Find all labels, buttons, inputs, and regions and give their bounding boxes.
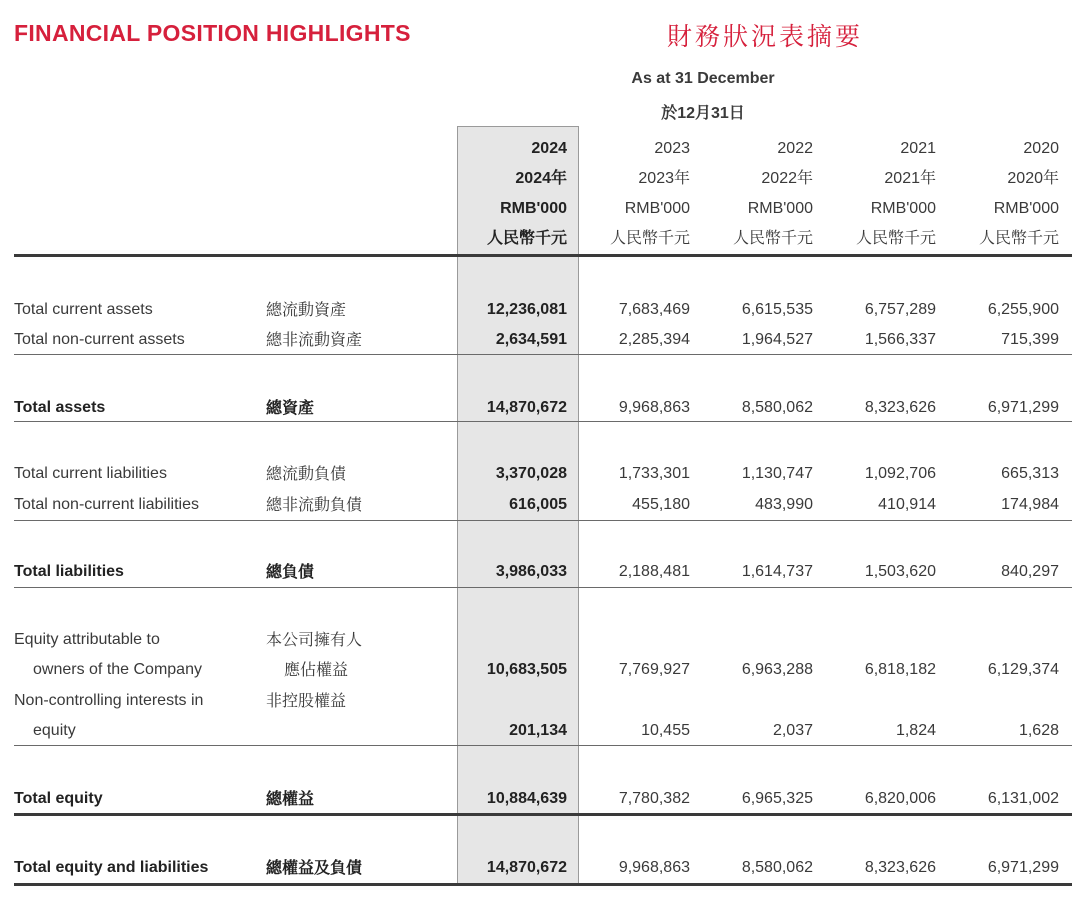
table-cell: 10,455 bbox=[641, 722, 690, 739]
column-header-year-zh: 2020年 bbox=[1007, 170, 1059, 187]
row-label: owners of the Company bbox=[33, 661, 202, 678]
table-cell: 7,683,469 bbox=[618, 301, 690, 318]
table-cell: 9,968,863 bbox=[618, 859, 690, 876]
table-cell: 840,297 bbox=[1001, 563, 1059, 580]
column-header-unit-zh: 人民幣千元 bbox=[732, 230, 813, 247]
table-cell: 12,236,081 bbox=[486, 301, 567, 318]
table-cell: 8,323,626 bbox=[864, 399, 936, 416]
row-label: Total non-current liabilities bbox=[14, 496, 199, 513]
row-label-zh: 應佔權益 bbox=[284, 660, 349, 679]
table-cell: 6,963,288 bbox=[741, 661, 813, 678]
table-cell: 410,914 bbox=[878, 496, 936, 513]
as-at-label: As at 31 December bbox=[631, 70, 775, 87]
column-header-year-zh: 2021年 bbox=[884, 170, 936, 187]
row-label: Equity attributable to bbox=[14, 631, 160, 648]
row-label-zh: 總資產 bbox=[266, 398, 315, 417]
column-header-unit: RMB'000 bbox=[500, 200, 567, 217]
divider bbox=[14, 745, 1072, 746]
table-cell: 2,634,591 bbox=[495, 331, 567, 348]
table-cell: 3,986,033 bbox=[495, 563, 567, 580]
table-cell: 665,313 bbox=[1001, 465, 1059, 482]
column-header-unit-zh: 人民幣千元 bbox=[486, 230, 567, 247]
divider bbox=[14, 883, 1072, 886]
as-at-label-zh: 於12月31日 bbox=[661, 105, 745, 122]
column-header-unit-zh: 人民幣千元 bbox=[609, 230, 690, 247]
row-label: equity bbox=[33, 722, 76, 739]
table-cell: 2,037 bbox=[772, 722, 813, 739]
table-cell: 483,990 bbox=[755, 496, 813, 513]
table-cell: 3,370,028 bbox=[495, 465, 567, 482]
table-cell: 14,870,672 bbox=[486, 399, 567, 416]
row-label-zh: 總非流動資產 bbox=[266, 330, 363, 349]
divider bbox=[14, 520, 1072, 521]
table-cell: 6,820,006 bbox=[864, 790, 936, 807]
table-cell: 2,188,481 bbox=[618, 563, 690, 580]
row-label-zh: 總權益及負債 bbox=[266, 858, 363, 877]
row-label-zh: 總流動負債 bbox=[266, 464, 347, 483]
column-header-unit: RMB'000 bbox=[993, 200, 1059, 217]
divider bbox=[14, 421, 1072, 422]
table-cell: 201,134 bbox=[509, 722, 567, 739]
table-cell: 6,615,535 bbox=[741, 301, 813, 318]
row-label: Total equity and liabilities bbox=[14, 859, 209, 876]
table-cell: 6,129,374 bbox=[987, 661, 1059, 678]
table-cell: 8,580,062 bbox=[741, 859, 813, 876]
column-header-year: 2020 bbox=[1023, 140, 1059, 157]
table-cell: 14,870,672 bbox=[486, 859, 567, 876]
page-title: FINANCIAL POSITION HIGHLIGHTS bbox=[14, 20, 411, 46]
page-title-zh: 財務狀況表摘要 bbox=[667, 22, 864, 51]
divider bbox=[14, 354, 1072, 355]
table-cell: 1,614,737 bbox=[741, 563, 813, 580]
table-cell: 9,968,863 bbox=[618, 399, 690, 416]
table-cell: 8,580,062 bbox=[741, 399, 813, 416]
table-cell: 1,824 bbox=[895, 722, 936, 739]
table-cell: 6,818,182 bbox=[864, 661, 936, 678]
row-label-zh: 總權益 bbox=[266, 789, 315, 808]
table-cell: 6,971,299 bbox=[987, 399, 1059, 416]
row-label-zh: 總負債 bbox=[266, 562, 315, 581]
column-header-unit: RMB'000 bbox=[870, 200, 936, 217]
table-cell: 1,092,706 bbox=[864, 465, 936, 482]
table-cell: 616,005 bbox=[509, 496, 567, 513]
table-cell: 1,628 bbox=[1018, 722, 1059, 739]
divider bbox=[14, 587, 1072, 588]
row-label-zh: 總非流動負債 bbox=[266, 495, 363, 514]
column-header-year-zh: 2024年 bbox=[515, 170, 567, 187]
column-header-year-zh: 2022年 bbox=[761, 170, 813, 187]
row-label-zh: 非控股權益 bbox=[266, 691, 347, 710]
table-cell: 6,965,325 bbox=[741, 790, 813, 807]
column-header-year: 2024 bbox=[531, 140, 567, 157]
table-cell: 7,769,927 bbox=[618, 661, 690, 678]
table-cell: 6,971,299 bbox=[987, 859, 1059, 876]
table-cell: 455,180 bbox=[632, 496, 690, 513]
table-cell: 1,964,527 bbox=[741, 331, 813, 348]
table-cell: 715,399 bbox=[1001, 331, 1059, 348]
table-cell: 10,683,505 bbox=[486, 661, 567, 678]
row-label: Non-controlling interests in bbox=[14, 692, 204, 709]
divider bbox=[14, 813, 1072, 816]
row-label: Total assets bbox=[14, 399, 106, 416]
row-label: Total liabilities bbox=[14, 563, 124, 580]
table-cell: 6,757,289 bbox=[864, 301, 936, 318]
table-cell: 1,566,337 bbox=[864, 331, 936, 348]
column-header-unit: RMB'000 bbox=[747, 200, 813, 217]
row-label: Total non-current assets bbox=[14, 331, 185, 348]
column-header-year: 2023 bbox=[654, 140, 690, 157]
row-label: Total current liabilities bbox=[14, 465, 167, 482]
table-cell: 1,503,620 bbox=[864, 563, 936, 580]
table-cell: 1,733,301 bbox=[618, 465, 690, 482]
divider bbox=[14, 254, 1072, 257]
column-header-year: 2021 bbox=[900, 140, 936, 157]
table-cell: 10,884,639 bbox=[486, 790, 567, 807]
row-label: Total equity bbox=[14, 790, 103, 807]
table-cell: 7,780,382 bbox=[618, 790, 690, 807]
table-cell: 6,255,900 bbox=[987, 301, 1059, 318]
row-label-zh: 本公司擁有人 bbox=[266, 630, 363, 649]
column-header-unit-zh: 人民幣千元 bbox=[978, 230, 1059, 247]
table-cell: 1,130,747 bbox=[741, 465, 813, 482]
column-header-unit-zh: 人民幣千元 bbox=[855, 230, 936, 247]
column-header-year: 2022 bbox=[777, 140, 813, 157]
table-cell: 6,131,002 bbox=[987, 790, 1059, 807]
row-label-zh: 總流動資產 bbox=[266, 300, 347, 319]
table-cell: 174,984 bbox=[1001, 496, 1059, 513]
table-cell: 8,323,626 bbox=[864, 859, 936, 876]
column-header-year-zh: 2023年 bbox=[638, 170, 690, 187]
row-label: Total current assets bbox=[14, 301, 153, 318]
table-cell: 2,285,394 bbox=[618, 331, 690, 348]
column-header-unit: RMB'000 bbox=[624, 200, 690, 217]
